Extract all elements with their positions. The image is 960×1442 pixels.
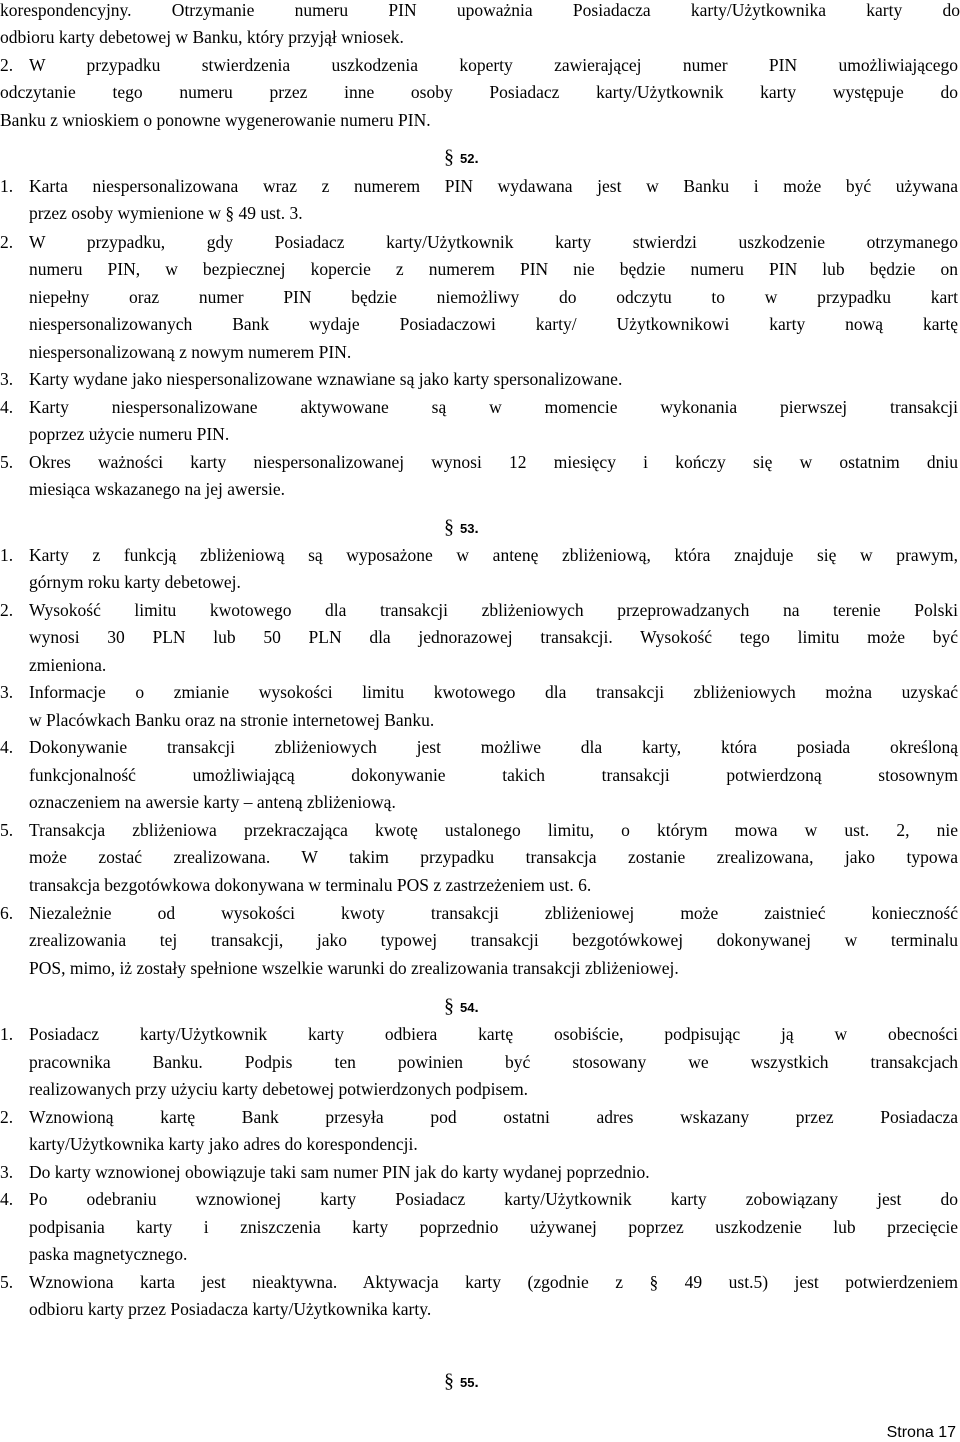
item-text: może zostać zrealizowana. W takim przypadku transakcja zostanie zrealizowana, jako typowa (29, 847, 958, 867)
item-number: 6. (0, 903, 14, 923)
item-text: odbioru karty przez Posiadacza karty/Użytkownika karty. (29, 1299, 432, 1319)
item-text: Do karty wznowionej obowiązuje taki sam numer PIN jak do karty wydanej poprzednio. (29, 1162, 650, 1182)
item-text: Karta niespersonalizowana wraz z numerem PIN wydawana jest w Banku i może być używana (29, 176, 958, 196)
item-number: 1. (0, 545, 14, 565)
item-text: poprzez użycie numeru PIN. (29, 424, 230, 444)
item-text: paska magnetycznego. (29, 1244, 188, 1264)
item-number: 5. (0, 1272, 14, 1292)
page-number: Strona 17 (886, 1424, 956, 1441)
item-number: 2. (0, 1107, 14, 1127)
paragraph-line: korespondencyjny. Otrzymanie numeru PIN upoważnia Posiadacza karty/Użytkownika karty do (0, 0, 960, 20)
paragraph-line: odbioru karty debetowej w Banku, który przyjął wniosek. (0, 27, 404, 47)
section-heading-55: § 55. (444, 1370, 479, 1392)
section-heading-53: § 53. (444, 516, 479, 538)
item-number: 1. (0, 1024, 14, 1044)
item-text: podpisania karty i zniszczenia karty poprzednio używanej poprzez uszkodzenie lub przecięcie (29, 1217, 958, 1237)
item-number: 4. (0, 397, 14, 417)
item-number: 4. (0, 1189, 14, 1209)
item-number: 2. (0, 55, 14, 75)
item-text: pracownika Banku. Podpis ten powinien być stosowany we wszystkich transakcjach (29, 1052, 958, 1072)
item-number: 3. (0, 1162, 14, 1182)
section-heading-54: § 54. (444, 995, 479, 1017)
item-text: wynosi 30 PLN lub 50 PLN dla jednorazowej transakcji. Wysokość tego limitu może być (29, 627, 958, 647)
item-text: Banku z wnioskiem o ponowne wygenerowanie numeru PIN. (0, 110, 431, 130)
item-text: niespersonalizowaną z nowym numerem PIN. (29, 342, 352, 362)
item-text: transakcja bezgotówkowa dokonywana w terminalu POS z zastrzeżeniem ust. 6. (29, 875, 592, 895)
item-text: Wysokość limitu kwotowego dla transakcji zbliżeniowych przeprowadzanych na terenie Polski (29, 600, 958, 620)
item-text: Niezależnie od wysokości kwoty transakcji zbliżeniowej może zaistnieć konieczność (29, 903, 958, 923)
item-text: Karty niespersonalizowane aktywowane są w momencie wykonania pierwszej transakcji (29, 397, 958, 417)
item-text: POS, mimo, iż zostały spełnione wszelkie warunki do zrealizowania transakcji zbliżeniowej. (29, 958, 679, 978)
item-number: 3. (0, 369, 14, 389)
item-text: odczytanie tego numeru przez inne osoby Posiadacz karty/Użytkownik karty występuje do (0, 82, 958, 102)
item-text: Transakcja zbliżeniowa przekraczająca kwotę ustalonego limitu, o którym mowa w ust. 2, nie (29, 820, 958, 840)
item-text: Karty z funkcją zbliżeniową są wyposażone w antenę zbliżeniową, która znajduje się w prawym, (29, 545, 958, 565)
item-text: funkcjonalność umożliwiającą dokonywanie takich transakcji potwierdzoną stosownym (29, 765, 958, 785)
item-number: 5. (0, 820, 14, 840)
item-text: niepełny oraz numer PIN będzie niemożliwy do odczytu to w przypadku kart (29, 287, 958, 307)
item-text: Dokonywanie transakcji zbliżeniowych jest możliwe dla karty, która posiada określoną (29, 737, 958, 757)
item-text: Po odebraniu wznowionej karty Posiadacz karty/Użytkownik karty zobowiązany jest do (29, 1189, 958, 1209)
item-text: przez osoby wymienione w § 49 ust. 3. (29, 203, 303, 223)
item-number: 4. (0, 737, 14, 757)
item-text: górnym roku karty debetowej. (29, 572, 241, 592)
item-text: Wznowioną kartę Bank przesyła pod ostatni adres wskazany przez Posiadacza (29, 1107, 958, 1127)
item-number: 1. (0, 176, 14, 196)
item-text: Wznowiona karta jest nieaktywna. Aktywacja karty (zgodnie z § 49 ust.5) jest potwierdzeniem (29, 1272, 958, 1292)
item-text: W przypadku, gdy Posiadacz karty/Użytkownik karty stwierdzi uszkodzenie otrzymanego (29, 232, 958, 252)
item-number: 3. (0, 682, 14, 702)
item-text: numeru PIN, w bezpiecznej kopercie z numerem PIN nie będzie numeru PIN lub będzie on (29, 259, 958, 279)
section-heading-52: § 52. (444, 146, 479, 168)
item-text: Okres ważności karty niespersonalizowanej wynosi 12 miesięcy i kończy się w ostatnim dniu (29, 452, 958, 472)
item-text: zrealizowania tej transakcji, jako typowej transakcji bezgotówkowej dokonywanej w terminalu (29, 930, 958, 950)
item-text: karty/Użytkownika karty jako adres do korespondencji. (29, 1134, 418, 1154)
item-number: 2. (0, 600, 14, 620)
item-text: W przypadku stwierdzenia uszkodzenia koperty zawierającej numer PIN umożliwiającego (29, 55, 958, 75)
item-text: w Placówkach Banku oraz na stronie internetowej Banku. (29, 710, 435, 730)
item-text: zmieniona. (29, 655, 107, 675)
item-text: realizowanych przy użyciu karty debetowej potwierdzonych podpisem. (29, 1079, 529, 1099)
item-number: 5. (0, 452, 14, 472)
item-text: niespersonalizowanych Bank wydaje Posiadaczowi karty/ Użytkownikowi karty nową kartę (29, 314, 958, 334)
item-text: Posiadacz karty/Użytkownik karty odbiera kartę osobiście, podpisując ją w obecności (29, 1024, 958, 1044)
item-number: 2. (0, 232, 14, 252)
item-text: Karty wydane jako niespersonalizowane wznawiane są jako karty spersonalizowane. (29, 369, 623, 389)
item-text: oznaczeniem na awersie karty – anteną zbliżeniową. (29, 792, 396, 812)
item-text: Informacje o zmianie wysokości limitu kwotowego dla transakcji zbliżeniowych można uzyskać (29, 682, 958, 702)
item-text: miesiąca wskazanego na jej awersie. (29, 479, 286, 499)
